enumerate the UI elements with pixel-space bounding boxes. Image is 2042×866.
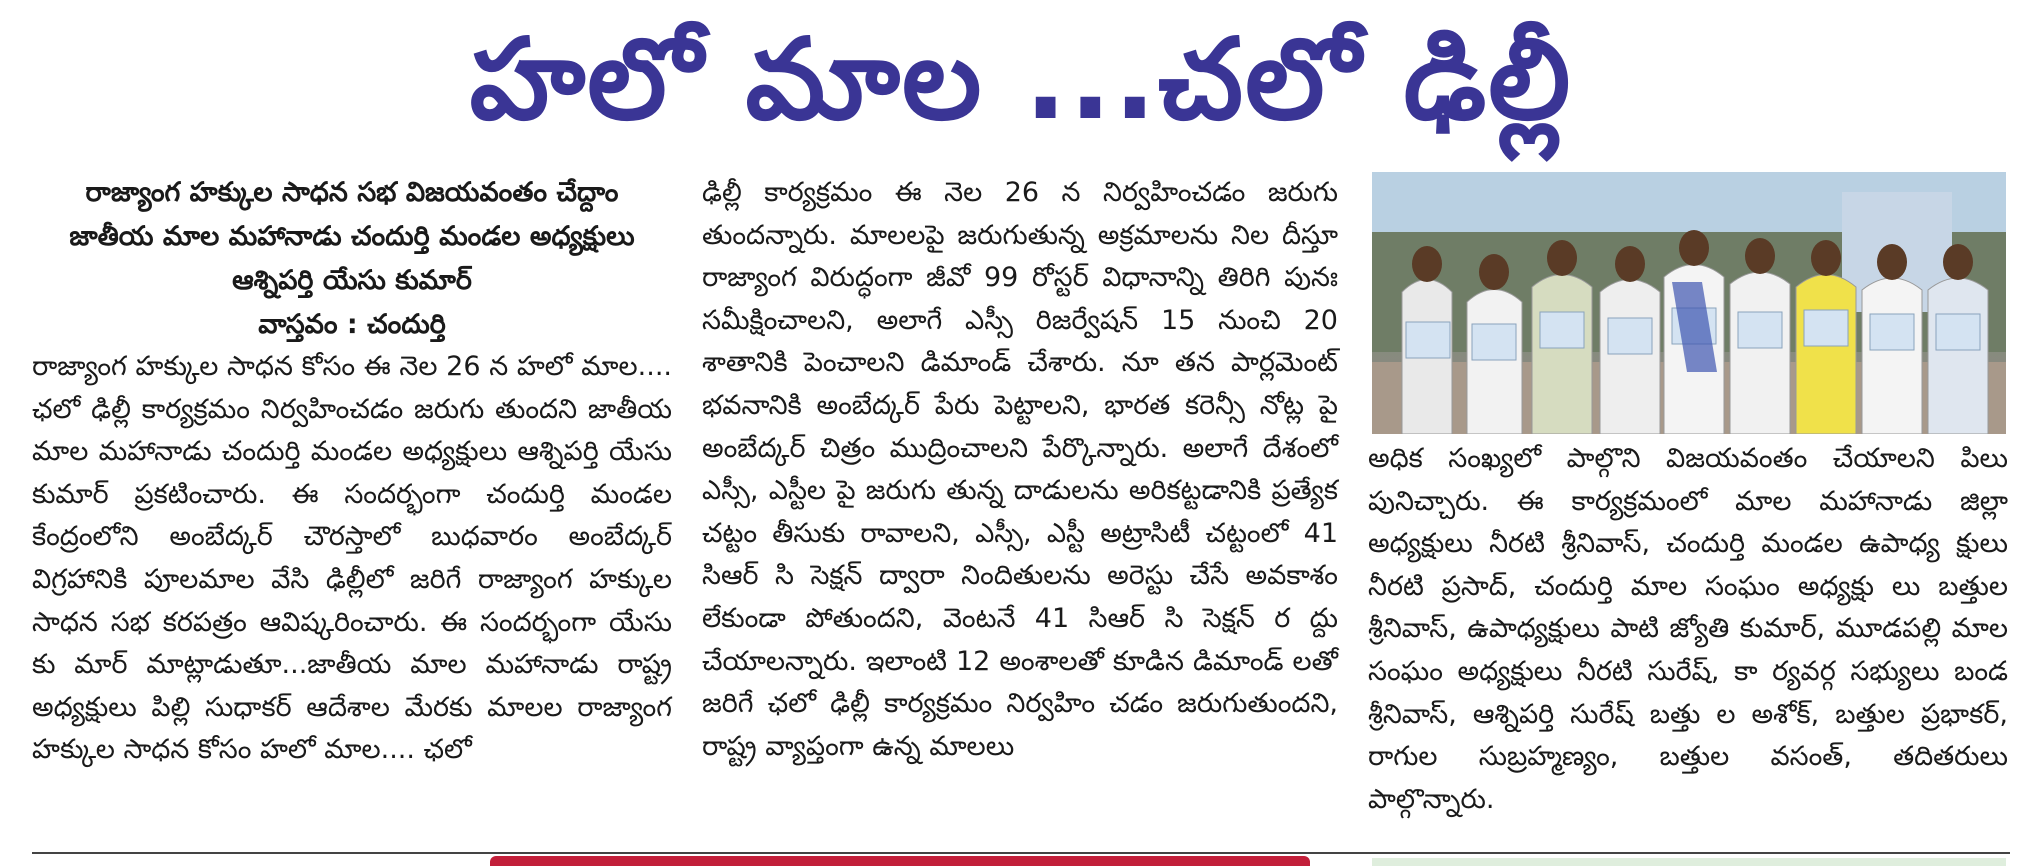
article-body-col3: అధిక సంఖ్యలో పాల్గొని విజయవంతం చేయాలని పిలు పునిచ్చారు. ఈ కార్యక్రమంలో మాల మహానాడు జిల్లా అధ్యక్షులు నీరటి శ్రీనివాస్, చందుర్తి మండల ఉపాధ్య క్షులు నీరటి ప్రసాద్, చందుర్తి మాల సంఘం అధ్యక్షు లు బత్తుల శ్రీనివాస్, ఉపాధ్యక్షులు పాటి జ్యోతి కుమార్, మూడపల్లి మాల సంఘం అధ్యక్షులు నీరటి సురేష్, కా ర్యవర్గ సభ్యులు బండ శ్రీనివాస్, ఆశ్నిపర్తి సురేష్ బత్తు ల అశోక్, బత్తుల ప్రభాకర్, రాగుల సుబ్రహ్మణ్యం, బత్తుల వసంత్, తదితరులు పాల్గొన్నారు. (1368, 443, 2008, 815)
bottom-divider (32, 852, 2010, 854)
article-body-col1: రాజ్యాంగ హక్కుల సాధన కోసం ఈ నెల 26 న హలో మాల.... ఛలో ఢిల్లీ కార్యక్రమం నిర్వహించడం జరుగు తుందని జాతీయ మాల మహానాడు చందుర్తి మండల అధ్యక్షులు ఆశ్నిపర్తి యేసు కుమార్ ప్రకటించారు. ఈ సందర్భంగా చందుర్తి మండల కేంద్రంలోని అంబేద్కర్ చౌరస్తాలో బుధవారం అంబేద్కర్ విగ్రహానికి పూలమాల వేసి ఢిల్లీలో జరిగే రాజ్యాంగ హక్కుల సాధన సభ కరపత్రం ఆవిష్కరించారు. ఈ సందర్భంగా యేసు కు మార్ మాట్లాడుతూ...జాతీయ మాల మహానాడు రాష్ట్ర అధ్యక్షులు పిల్లి సుధాకర్ ఆదేశాల మేరకు మాలల రాజ్యాంగ హక్కుల సాధన కోసం హలో మాల.... ఛలో (32, 351, 672, 766)
headline: హలో మాల ...చలో ఢిల్లీ (469, 15, 1573, 145)
article-column-2 (702, 172, 1338, 768)
deck-line-3: ఆశ్నిపర్తి యేసు కుమార్ (232, 265, 472, 296)
next-article-box-fragment (1372, 858, 2006, 866)
article-body-col2: ఢిల్లీ కార్యక్రమం ఈ నెల 26 న నిర్వహించడం జరుగు తుందన్నారు. మాలలపై జరుగుతున్న అక్రమాలను నిల దీస్తూ రాజ్యాంగ విరుద్ధంగా జీవో 99 రోస్టర్ విధానాన్ని తిరిగి పునః సమీక్షించాలని, అలాగే ఎస్సీ రిజర్వేషన్ 15 నుంచి 20 శాతానికి పెంచాలని డిమాండ్ చేశారు. నూ తన పార్లమెంట్ భవనానికి అంబేద్కర్ పేరు పెట్టాలని, భారత కరెన్సీ నోట్ల పై అంబేద్కర్ చిత్రం ముద్రించాలని పేర్కొన్నారు. అలాగే దేశంలో ఎస్సీ, ఎస్టీల పై జరుగు తున్న దాడులను అరికట్టడానికి ప్రత్యేక చట్టం తీసుకు రావాలని, ఎస్సీ, ఎస్టీ అట్రాసిటీ చట్టంలో 41 సిఆర్ సి సెక్షన్ ద్వారా నిందితులను అరెస్టు చేసే అవకాశం లేకుండా పోతుందని, వెంటనే 41 సిఆర్ సి సెక్షన్ ర ద్దు చేయాలన్నారు. ఇలాంటి 12 అంశాలతో కూడిన డిమాండ్ లతో జరిగే ఛలో ఢిల్లీ కార్యక్రమం నిర్వహిం చడం జరుగుతుందని, రాష్ట్ర వ్యాప్తంగా ఉన్న మాలలు (702, 177, 1338, 762)
dateline: వాస్తవం : చందుర్తి (258, 309, 446, 340)
deck-line-2: జాతీయ మాల మహానాడు చందుర్తి మండల అధ్యక్షులు (69, 221, 635, 252)
event-photo (1372, 172, 2006, 434)
article-column-3 (1368, 438, 2008, 821)
article-column-1 (32, 172, 672, 772)
deck-line-1: రాజ్యాంగ హక్కుల సాధన సభ విజయవంతం చేద్దాం (85, 177, 619, 208)
event-photo-illustration (1372, 172, 2006, 434)
next-article-headline-fragment (490, 856, 1310, 866)
